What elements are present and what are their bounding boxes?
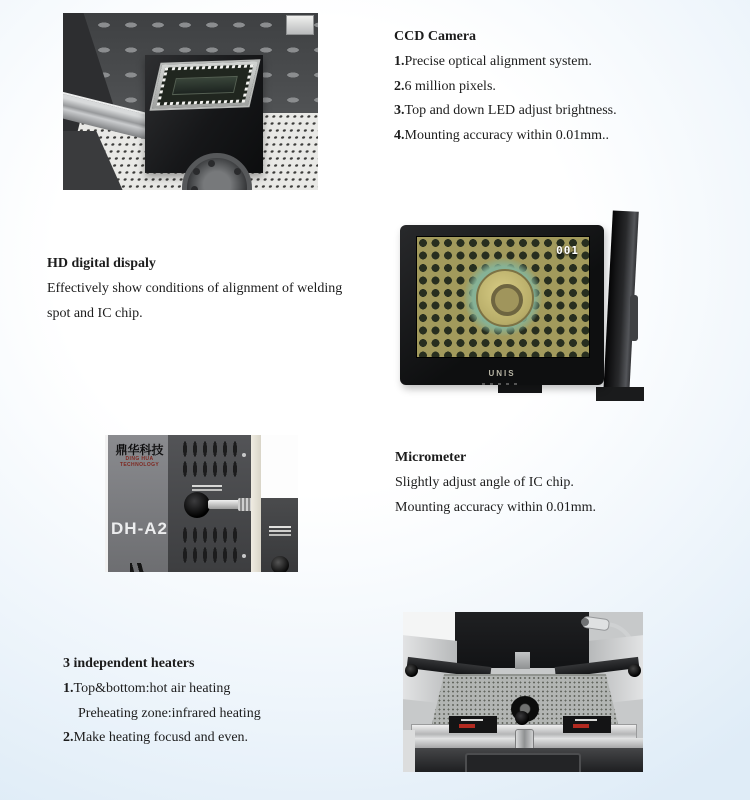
- warning-label: [449, 716, 497, 733]
- monitor: [400, 225, 604, 385]
- label-red-mark: [573, 724, 589, 728]
- vent-slots-bottom: [180, 525, 238, 565]
- item-number: 2.: [394, 78, 405, 94]
- screw-hole: [193, 168, 200, 175]
- item-number: 3.: [394, 103, 405, 119]
- heaters-feature-text: [63, 652, 261, 751]
- screw: [242, 554, 246, 558]
- monitor-brand-bar: [400, 363, 604, 379]
- item-number: 1.: [394, 53, 405, 69]
- tiny-label: [192, 485, 222, 487]
- monitor-screen: [416, 236, 590, 358]
- label-text-line: [575, 719, 597, 721]
- hd-display-photo: [398, 205, 644, 405]
- micrometer-feature-text: [395, 446, 596, 520]
- center-knob: [515, 711, 529, 725]
- monitor-foot: [498, 385, 542, 393]
- vented-panel: [168, 435, 251, 572]
- feature-item: [394, 75, 617, 100]
- screw-hole: [234, 168, 241, 175]
- edge-strip: [251, 435, 261, 572]
- monitor-brand-label: UNIS: [488, 369, 516, 378]
- feature-line: Effectively show conditions of alignment of welding: [47, 280, 343, 296]
- machine-side-panel: [105, 435, 171, 572]
- feature-item: [394, 50, 617, 75]
- head-knob: [271, 556, 289, 572]
- table-edge: [403, 730, 415, 772]
- section-heading: CCD Camera: [394, 29, 477, 44]
- heaters-machine-photo: [403, 612, 643, 772]
- feature-item: [394, 124, 617, 149]
- item-number: 1.: [63, 680, 74, 696]
- feature-line: Mounting accuracy within 0.01mm.: [395, 499, 597, 515]
- hd-display-feature-text: [47, 252, 342, 326]
- warning-label: [563, 716, 611, 733]
- corner-bracket: [286, 15, 314, 35]
- camera-top-frame: [149, 59, 260, 110]
- item-text: Top&bottom:hot air heating: [73, 680, 231, 696]
- lens-center: [491, 284, 523, 316]
- hood-clip: [515, 652, 530, 669]
- arm-hinge: [630, 295, 638, 341]
- arm-foot: [596, 387, 644, 401]
- item-text: Mounting accuracy within 0.01mm..: [404, 128, 610, 144]
- front-control-panel: [403, 748, 643, 772]
- section-heading: HD digital dispaly: [47, 256, 156, 271]
- camera-sensor-window: [172, 76, 238, 95]
- ccd-camera-photo: [63, 13, 318, 190]
- touchscreen-bezel: [465, 753, 581, 772]
- tiny-label: [269, 526, 291, 528]
- micrometer-photo: [105, 435, 298, 572]
- item-text: Make heating focusd and even.: [73, 730, 249, 746]
- micrometer-knob: [184, 492, 210, 518]
- head-unit-panel: [261, 498, 298, 572]
- bezel-buttons: [482, 383, 522, 385]
- label-red-mark: [459, 724, 475, 728]
- right-rail-knob: [628, 664, 641, 677]
- item-text: Preheating zone:infrared heating: [78, 705, 261, 721]
- feature-item: [63, 702, 261, 727]
- left-rail-knob: [405, 664, 418, 677]
- screen-counter: 001: [556, 244, 579, 257]
- screw-hole: [191, 186, 198, 190]
- item-number: 2.: [63, 730, 74, 746]
- ccd-camera-feature-text: [394, 25, 617, 149]
- screw: [242, 453, 246, 457]
- section-heading: 3 independent heaters: [63, 656, 195, 671]
- feature-item: [394, 99, 617, 124]
- model-label: DH-A2: [111, 519, 168, 538]
- item-text: Precise optical alignment system.: [404, 53, 592, 69]
- screw-hole: [208, 160, 215, 167]
- item-number: 4.: [394, 128, 405, 144]
- item-text: Top and down LED adjust brightness.: [404, 103, 617, 119]
- feature-item: [63, 677, 261, 702]
- section-heading: Micrometer: [395, 450, 467, 465]
- led-ring: [157, 64, 254, 105]
- feature-item: [63, 726, 261, 751]
- brand-name-cn: 鼎华科技: [115, 443, 164, 457]
- feature-line: spot and IC chip.: [47, 305, 143, 321]
- vent-slots-top: [180, 439, 238, 481]
- label-text-line: [461, 719, 483, 721]
- feature-line: Slightly adjust angle of IC chip.: [395, 474, 574, 490]
- panel-marks: [130, 563, 146, 572]
- brand-name-en: DING HUA TECHNOLOGY: [119, 456, 160, 468]
- item-text: 6 million pixels.: [404, 78, 496, 94]
